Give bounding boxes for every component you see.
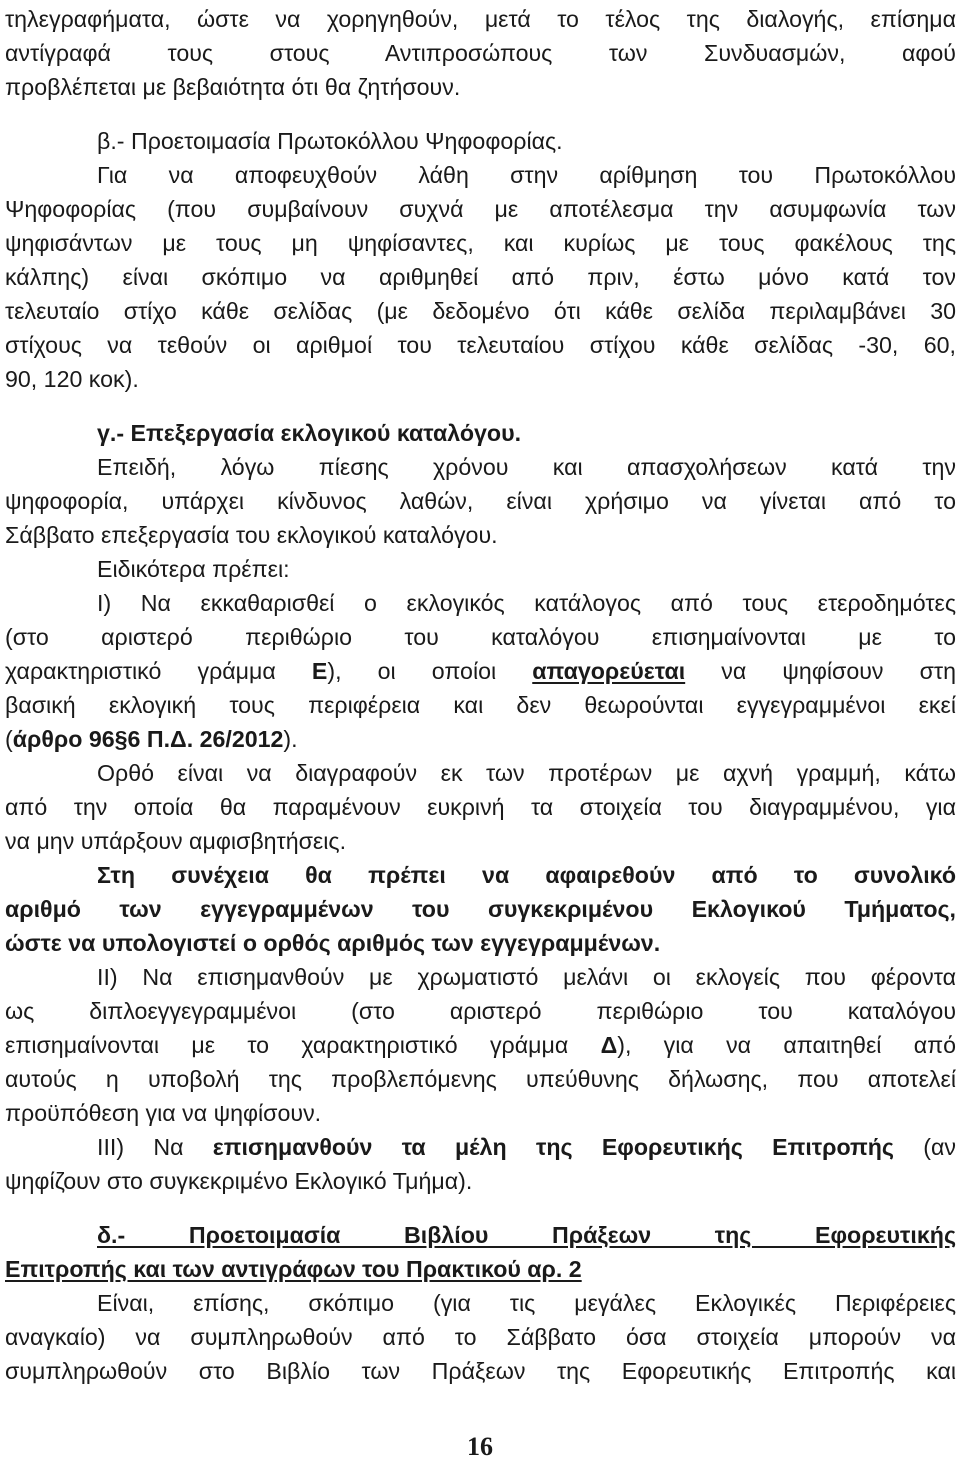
letter-e-mark: Ε: [311, 658, 328, 684]
emphasis-forbidden: απαγορεύεται: [532, 658, 686, 684]
text-fragment: να ψηφίσουν στη: [685, 658, 956, 684]
text-line: ψηφισάντων με τους μη ψηφίσαντες, και κυρίως με τους φακέλους της: [5, 230, 956, 256]
text-line: κάλπης) είναι σκόπιμο να αριθμηθεί από πριν, έστω μόνο κατά τον: [5, 264, 956, 290]
text-line: στίχους να τεθούν οι αριθμοί του τελευταίου στίχου κάθε σελίδας -30, 60,: [5, 332, 956, 358]
text-fragment: ΙΙΙ) Να: [97, 1134, 213, 1160]
text-line: τηλεγραφήματα, ώστε να χορηγηθούν, μετά το τέλος της διαλογής, επίσημα: [5, 6, 956, 32]
bold-phrase: επισημανθούν τα μέλη της Εφορευτικής Επιτροπής: [212, 1134, 894, 1160]
text-line: Για να αποφευχθούν λάθη στην αρίθμηση του Πρωτοκόλλου: [97, 162, 956, 188]
text-line: συμπληρωθούν στο Βιβλίο των Πράξεων της Εφορευτικής Επιτροπής και: [5, 1358, 956, 1384]
text-line: αναγκαίο) να συμπληρωθούν από το Σάββατο όσα στοιχεία μπορούν να: [5, 1324, 956, 1350]
text-line: [5, 722, 956, 756]
text-line: (στο αριστερό περιθώριο του καταλόγου επισημαίνονται με το: [5, 624, 956, 650]
text-line: προβλέπεται με βεβαιότητα ότι θα ζητήσουν.: [5, 74, 461, 100]
text-line: βασική εκλογική τους περιφέρεια και δεν θεωρούνται εγγεγραμμένοι εκεί: [5, 692, 956, 718]
bold-text-line: Στη συνέχεια θα πρέπει να αφαιρεθούν από το συνολικό: [97, 862, 956, 888]
section-heading-c: γ.- Επεξεργασία εκλογικού καταλόγου.: [97, 420, 522, 446]
bold-text-line: αριθμό των εγγεγραμμένων του συγκεκριμένου Εκλογικού Τμήματος,: [5, 896, 956, 922]
text-fragment: επισημαίνονται με το χαρακτηριστικό γράμμα: [5, 1032, 601, 1058]
text-line: τελευταίο στίχο κάθε σελίδας (με δεδομένο ότι κάθε σελίδα περιλαμβάνει 30: [5, 298, 956, 324]
list-item-1: Ι) Να εκκαθαρισθεί ο εκλογικός κατάλογος από τους ετεροδημότες: [97, 590, 956, 616]
section-heading-d-cont: Επιτροπής και των αντιγράφων του Πρακτικού αρ. 2: [5, 1256, 582, 1282]
text-line: από την οποία θα παραμένουν ευκρινή τα στοιχεία του διαγραμμένου, για: [5, 794, 956, 820]
page-number: 16: [467, 1432, 493, 1461]
text-line: Επειδή, λόγω πίεσης χρόνου και απασχολήσεων κατά την: [97, 454, 956, 480]
text-line: Ψηφοφορίας (που συμβαίνουν συχνά με αποτέλεσμα την ασυμφωνία των: [5, 196, 956, 222]
text-line: Σάββατο επεξεργασία του εκλογικού καταλόγου.: [5, 522, 498, 548]
text-line: ως διπλοεγγεγραμμένοι (στο αριστερό περιθώριο του καταλόγου: [5, 998, 956, 1024]
section-heading-d: δ.- Προετοιμασία Βιβλίου Πράξεων της Εφορευτικής: [97, 1222, 956, 1248]
text-fragment: ), οι οποίοι: [327, 658, 533, 684]
text-line: αυτούς η υποβολή της προβλεπόμενης υπεύθυνης δήλωσης, που αποτελεί: [5, 1066, 956, 1092]
text-line: ψηφοφορία, υπάρχει κίνδυνος λαθών, είναι χρήσιμο να γίνεται από το: [5, 488, 956, 514]
text-fragment: ).: [283, 726, 298, 752]
text-fragment: ), για να απαιτηθεί από: [617, 1032, 957, 1058]
list-item-2: ΙΙ) Να επισημανθούν με χρωματιστό μελάνι οι εκλογείς που φέροντα: [97, 964, 956, 990]
text-line: Ειδικότερα πρέπει:: [97, 556, 290, 582]
text-line: ψηφίζουν στο συγκεκριμένο Εκλογικό Τμήμα).: [5, 1168, 473, 1194]
text-line: να μην υπάρξουν αμφισβητήσεις.: [5, 828, 347, 854]
text-line: προϋπόθεση για να ψηφίσουν.: [5, 1100, 322, 1126]
text-fragment: χαρακτηριστικό γράμμα: [5, 658, 312, 684]
bold-text-line: ώστε να υπολογιστεί ο ορθός αριθμός των εγγεγραμμένων.: [5, 930, 661, 956]
text-line: αντίγραφά τους στους Αντιπροσώπους των Συνδυασμών, αφού: [5, 40, 956, 66]
text-fragment: (αν: [893, 1134, 956, 1160]
text-line: Ορθό είναι να διαγραφούν εκ των προτέρων με αχνή γραμμή, κάτω: [97, 760, 956, 786]
list-item-3: [97, 1130, 956, 1164]
letter-d-mark: Δ: [600, 1032, 618, 1058]
text-line: 90, 120 κοκ).: [5, 366, 139, 392]
text-fragment: (: [5, 726, 13, 752]
law-reference: άρθρο 96§6 Π.Δ. 26/2012: [12, 726, 284, 752]
text-line: Είναι, επίσης, σκόπιμο (για τις μεγάλες Εκλογικές Περιφέρειες: [97, 1290, 956, 1316]
text-line: [5, 1028, 956, 1062]
section-heading-b: β.- Προετοιμασία Πρωτοκόλλου Ψηφοφορίας.: [97, 128, 563, 154]
text-line: [5, 654, 956, 688]
